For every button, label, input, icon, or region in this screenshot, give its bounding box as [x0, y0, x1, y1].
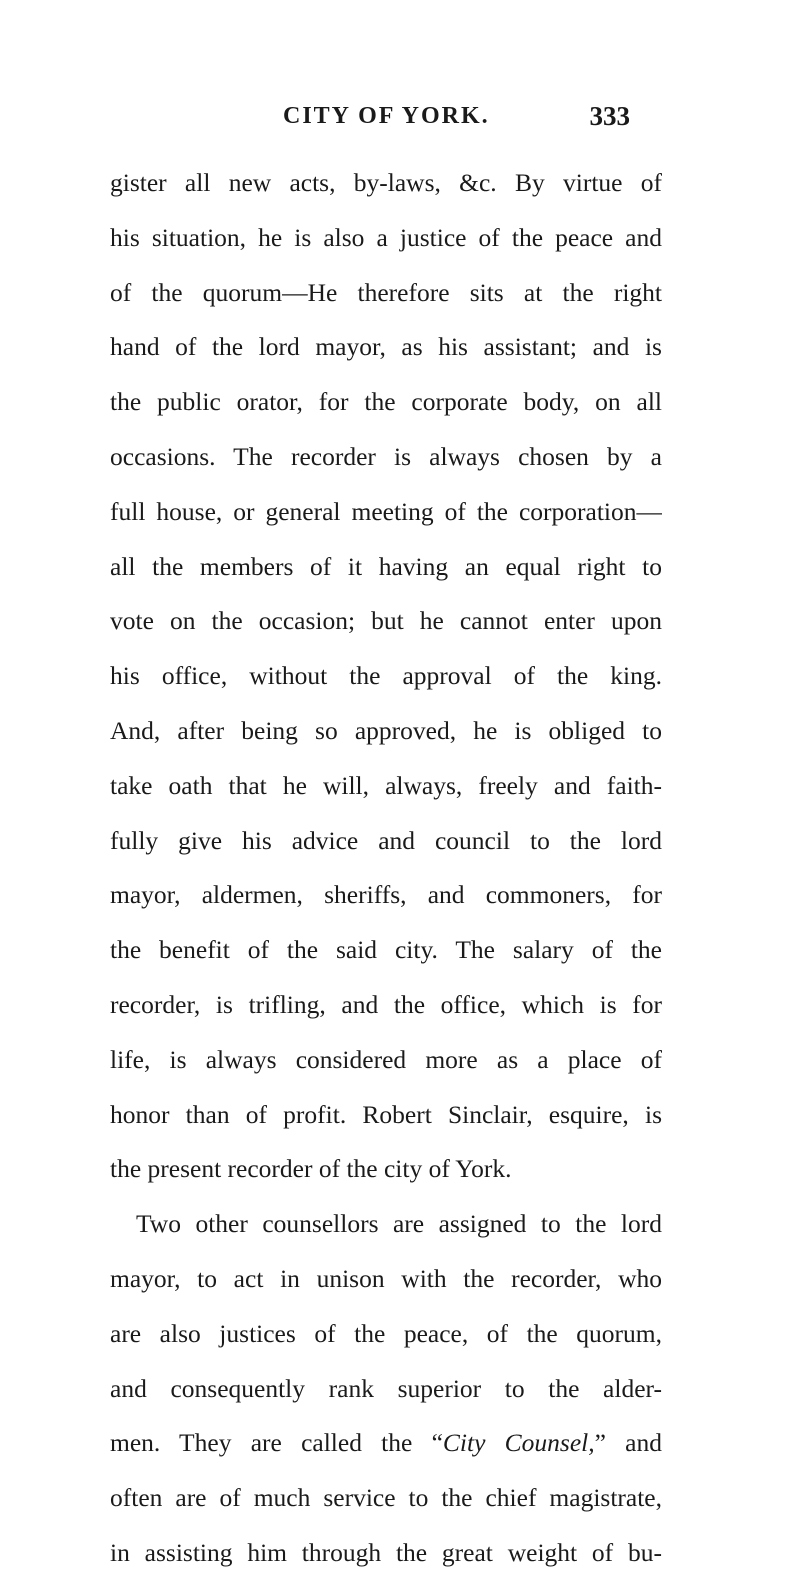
text-line-with-italic [110, 1416, 662, 1471]
text-line: And, after being so approved, he is obliged to [110, 715, 662, 745]
text-line: occasions. The recorder is always chosen by a [110, 441, 662, 471]
text-line: the present recorder of the city of York. [110, 1154, 512, 1184]
text-line: are also justices of the peace, of the quorum, [110, 1318, 662, 1348]
text-line: mayor, aldermen, sheriffs, and commoners, for [110, 880, 662, 910]
text-line: gister all new acts, by-laws, &c. By virtue of [110, 168, 662, 197]
text-line: and consequently rank superior to the alder- [110, 1373, 662, 1403]
text-line: vote on the occasion; but he cannot enter upon [110, 606, 662, 636]
text-run: ” and [594, 1428, 662, 1458]
paragraph-2 [110, 1197, 662, 1581]
text-line: his situation, he is also a justice of the peace and [110, 222, 662, 252]
text-line: the benefit of the said city. The salary of the [110, 935, 662, 965]
text-line: hand of the lord mayor, as his assistant; and is [110, 332, 662, 362]
text-line: all the members of it having an equal right to [110, 551, 662, 581]
text-line: the public orator, for the corporate body, on all [110, 387, 662, 417]
body-text [110, 156, 662, 1581]
page-number: 333 [589, 101, 630, 131]
text-run: men. They are called the “ [110, 1428, 443, 1458]
text-line: in assisting him through the great weight of bu- [110, 1537, 662, 1567]
italic-term: City Counsel, [442, 1428, 595, 1458]
running-head [0, 96, 800, 136]
text-line: take oath that he will, always, freely and faith- [110, 770, 662, 800]
running-title: CITY OF YORK. [283, 103, 490, 129]
text-line: mayor, to act in unison with the recorder, who [110, 1263, 662, 1293]
text-line: often are of much service to the chief magistrate, [110, 1483, 662, 1513]
text-line: Two other counsellors are assigned to the lord [136, 1209, 662, 1239]
text-line: fully give his advice and council to the lord [110, 825, 662, 855]
text-line: of the quorum—He therefore sits at the right [110, 277, 662, 307]
paragraph-1 [110, 156, 662, 1197]
text-line: his office, without the approval of the king. [110, 661, 662, 691]
text-line: honor than of profit. Robert Sinclair, esquire, is [110, 1099, 662, 1129]
text-line: recorder, is trifling, and the office, which is for [110, 989, 662, 1019]
text-line: life, is always considered more as a place of [110, 1044, 662, 1074]
text-line: full house, or general meeting of the corporation— [110, 496, 662, 526]
